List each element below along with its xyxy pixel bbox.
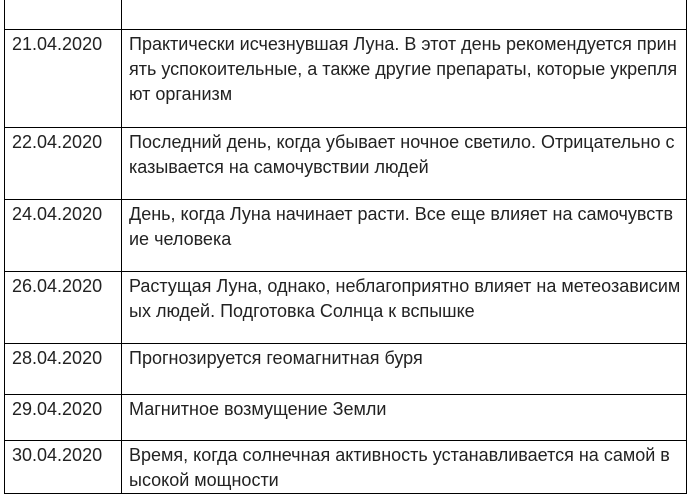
date-text: 21.04.2020 xyxy=(12,34,103,54)
description-text: Последний день, когда убывает ночное светило. Отрицательно сказывается на самочувствии людей xyxy=(129,132,675,177)
date-text: 28.04.2020 xyxy=(12,348,103,368)
table-row xyxy=(5,128,687,200)
date-text: 29.04.2020 xyxy=(12,399,103,419)
date-cell xyxy=(5,441,122,494)
date-cell xyxy=(5,128,122,200)
table-row xyxy=(5,30,687,128)
description-cell xyxy=(122,272,687,344)
description-text: Прогнозируется геомагнитная буря xyxy=(129,348,423,368)
description-cell xyxy=(122,344,687,395)
date-text: 24.04.2020 xyxy=(12,204,103,224)
description-text: Растущая Луна, однако, неблагоприятно влияет на метеозависимых людей. Подготовка Солнца к вспышке xyxy=(129,276,681,321)
description-cell xyxy=(122,395,687,441)
description-cell xyxy=(122,200,687,272)
date-text: 30.04.2020 xyxy=(12,445,103,465)
moon-calendar-table xyxy=(4,0,687,494)
date-cell xyxy=(5,0,122,30)
description-cell xyxy=(122,30,687,128)
date-cell xyxy=(5,200,122,272)
date-cell xyxy=(5,395,122,441)
description-cell xyxy=(122,0,687,30)
date-cell xyxy=(5,272,122,344)
table-row xyxy=(5,344,687,395)
date-cell xyxy=(5,30,122,128)
date-text: 26.04.2020 xyxy=(12,276,103,296)
description-text: Практически исчезнувшая Луна. В этот день рекомендуется принять успокоительные, а также другие препараты, которые укрепляют организм xyxy=(129,34,678,104)
table-row xyxy=(5,200,687,272)
table-row xyxy=(5,0,687,30)
description-text: Время, когда солнечная активность устанавливается на самой высокой мощности xyxy=(129,445,670,490)
date-text: 22.04.2020 xyxy=(12,132,103,152)
description-text: Магнитное возмущение Земли xyxy=(129,399,387,419)
table-row xyxy=(5,395,687,441)
date-cell xyxy=(5,344,122,395)
table-row xyxy=(5,272,687,344)
description-cell xyxy=(122,441,687,494)
table-row xyxy=(5,441,687,494)
description-cell xyxy=(122,128,687,200)
description-text: День, когда Луна начинает расти. Все еще влияет на самочувствие человека xyxy=(129,204,674,249)
